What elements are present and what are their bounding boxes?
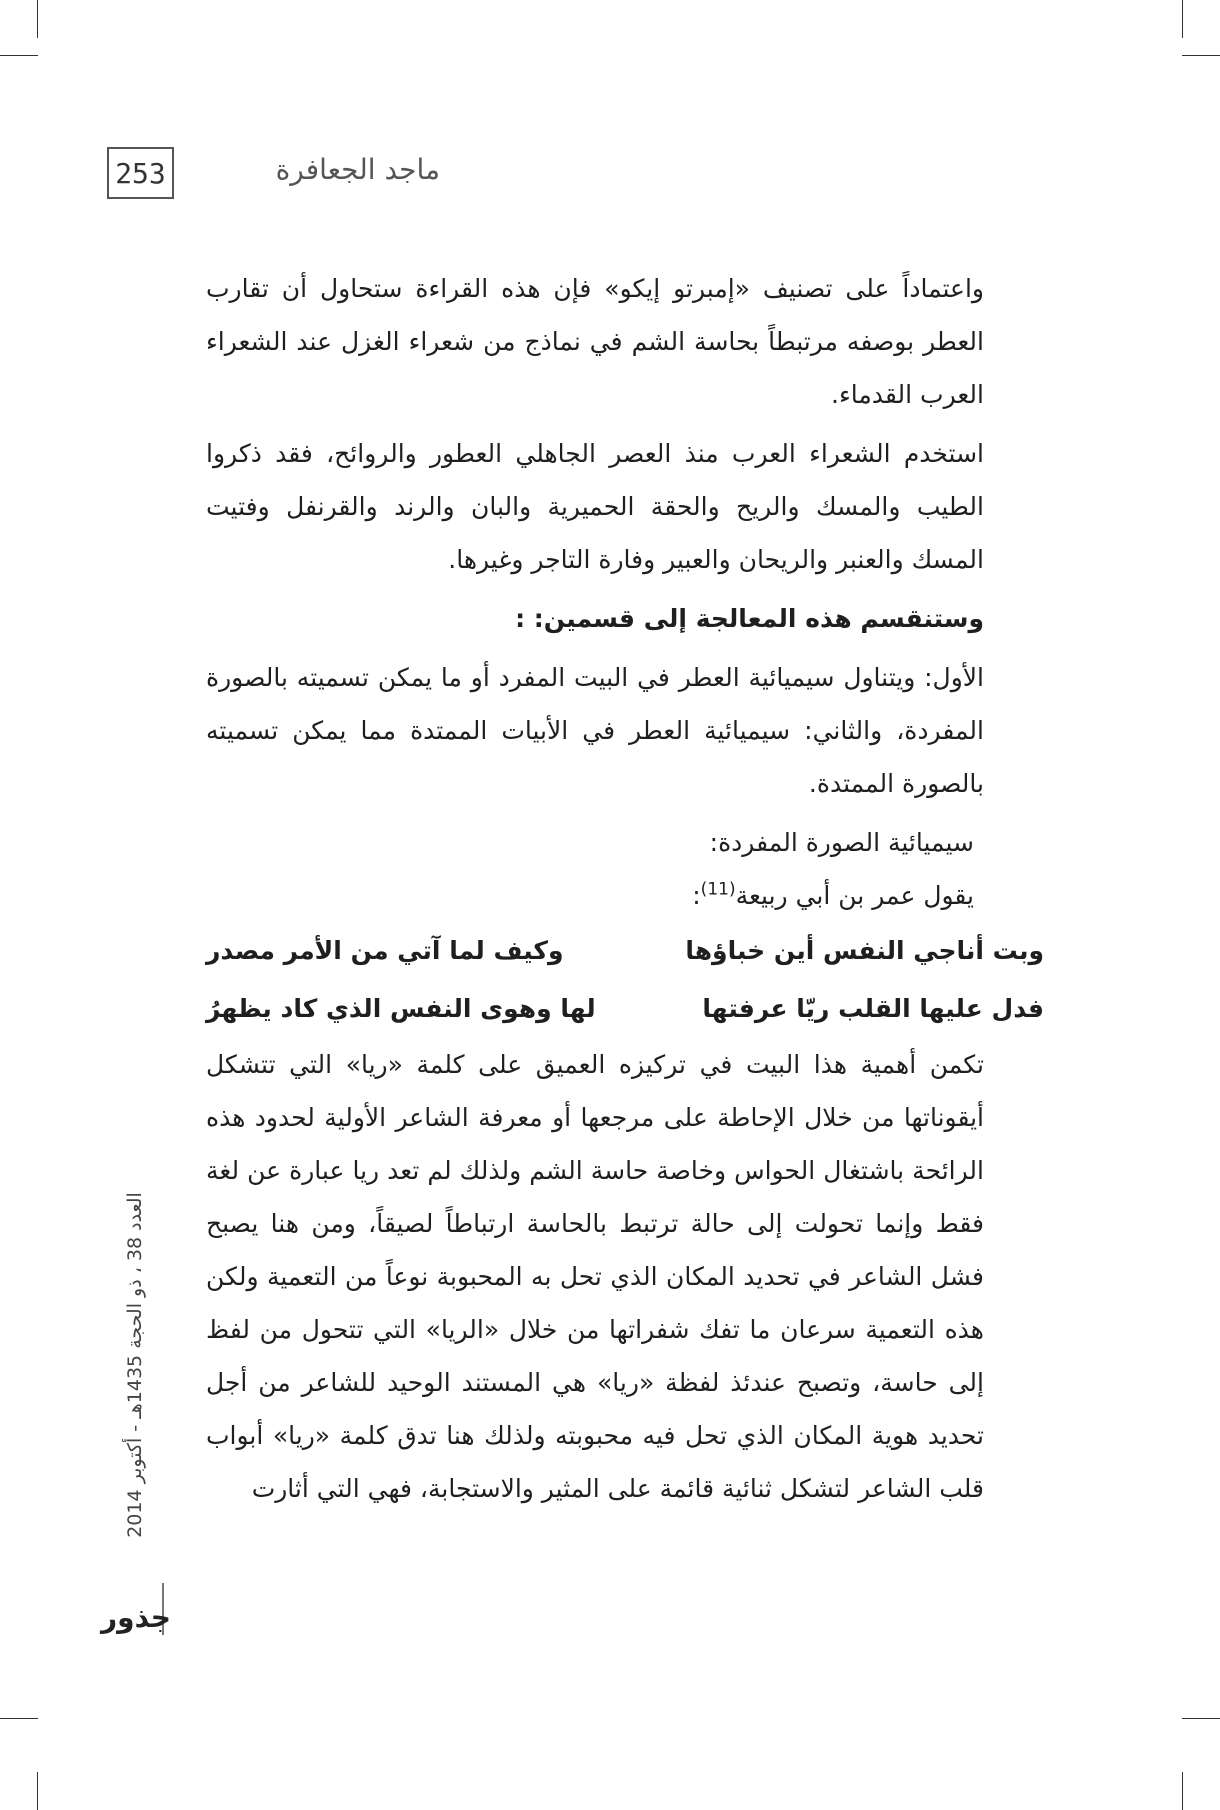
crop-mark [37,0,38,38]
crop-mark [1182,55,1220,56]
subheading-text: سيميائية الصورة المفردة: [709,828,974,857]
quote-intro-colon: : [692,881,701,910]
verse-line [206,980,1044,1038]
page-number [107,147,174,199]
verse-line [206,922,1044,980]
journal-logo: جذور [101,1601,171,1634]
verse-second-hemistich: لها وهوى النفس الذي كاد يظهرُ [206,994,596,1023]
crop-mark [0,55,38,56]
verse-second-hemistich: وكيف لما آتي من الأمر مصدر [206,936,564,965]
paragraph: الأول: ويتناول سيميائية العطر في البيت المفرد أو ما يمكن تسميته بالصورة المفردة، والثاني: سيميائية العطر في الأبيات الممتدة مما يمكن تسميته بالصورة الممتدة. [206,663,984,798]
paragraph: واعتماداً على تصنيف «إمبرتو إيكو» فإن هذه القراءة ستحاول أن تقارب العطر بوصفه مرتبطاً بحاسة الشم في نماذج من شعراء الغزل عند الشعراء العرب القدماء. [206,274,984,409]
verse-first-hemistich: وبت أناجي النفس أين خباؤها [685,936,1044,965]
crop-mark [1182,1718,1220,1719]
crop-mark [1182,1772,1183,1810]
paragraph: استخدم الشعراء العرب منذ العصر الجاهلي العطور والروائح، فقد ذكروا الطيب والمسك والريح والحقة الحميرية والبان والرند والقرنفل وفتيت المسك والعنبر والريحان والعبير وفارة التاجر وغيرها. [206,439,984,574]
crop-mark [0,1718,38,1719]
footnote-ref: (11) [700,879,736,900]
subheading [206,816,1044,869]
crop-mark [37,1772,38,1810]
issue-info-text: العدد 38 ، ذو الحجة 1435هـ - أكتوبر 2014 [124,1192,146,1538]
verse-first-hemistich: فدل عليها القلب ريّا عرفتها [702,994,1044,1023]
paragraph: تكمن أهمية هذا البيت في تركيزه العميق على كلمة «ريا» التي تتشكل أيقوناتها من خلال الإحاطة على مرجعها أو معرفة الشاعر الأولية لحدود هذه الرائحة باشتغال الحواس وخاصة حاسة الشم ولذلك لم تعد ريا عبارة عن لغة فقط وإنما تحولت إلى حالة ترتبط بالحاسة ارتباطاً لصيقاً، ومن هنا يصبح فشل الشاعر في تحديد المكان الذي تحل به المحبوبة نوعاً من التعمية ولكن هذه التعمية سرعان ما تفك شفراتها من خلال «الريا» التي تتحول من لفظ إلى حاسة، وتصبح عندئذ لفظة «ريا» هي المستند الوحيد للشاعر من أجل تحديد هوية المكان الذي تحل فيه محبوبته ولذلك هنا تدق كلمة «ريا» أبواب قلب الشاعر لتشكل ثنائية قائمة على المثير والاستجابة، فهي التي أثارت [206,1050,984,1503]
section-intro: وستنقسم هذه المعالجة إلى قسمين: : [515,604,984,633]
article-body [206,262,1044,1515]
issue-info [120,1130,150,1600]
crop-mark [1182,0,1183,38]
running-head: ماجد الجعافرة [275,153,440,186]
quote-intro [206,869,1044,922]
page-number-text: 253 [115,156,166,190]
quote-intro-text: يقول عمر بن أبي ربيعة [735,881,974,910]
